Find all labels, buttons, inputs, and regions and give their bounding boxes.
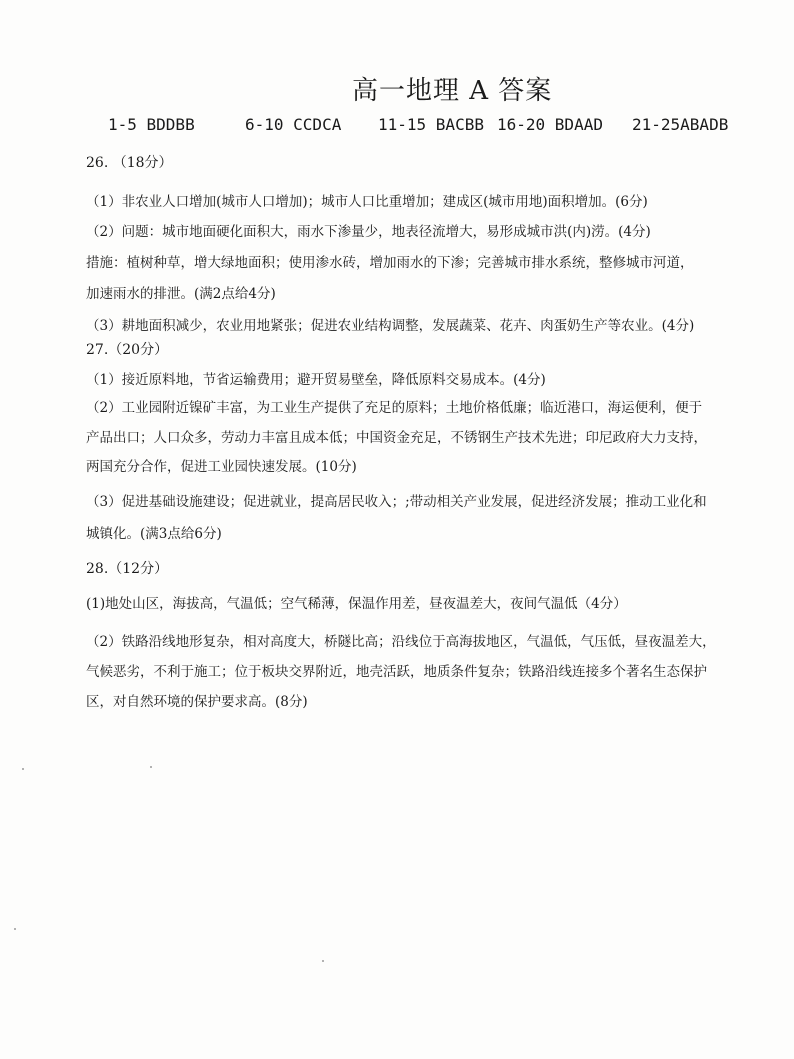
question-26-heading: 26. （18分） bbox=[86, 155, 173, 171]
scan-speck bbox=[14, 928, 16, 930]
q26-answer-line: （3）耕地面积减少，农业用地紧张；促进农业结构调整，发展蔬菜、花卉、肉蛋奶生产等农业。(4分) bbox=[86, 318, 695, 334]
q27-answer-line: 两国充分合作，促进工业园快速发展。(10分) bbox=[86, 459, 357, 475]
q27-answer-line: 城镇化。(满3点给6分) bbox=[86, 526, 222, 542]
q26-answer-line: 加速雨水的排泄。(满2点给4分) bbox=[86, 286, 276, 302]
multiple-choice-answers bbox=[0, 115, 794, 145]
mc-answer-group: 21-25ABADB bbox=[632, 115, 729, 134]
mc-answer-group: 11-15 BACBB bbox=[378, 115, 484, 134]
scan-speck bbox=[22, 768, 24, 770]
page-title: 高一地理 A 答案 bbox=[352, 76, 553, 106]
q26-answer-line: （2）问题：城市地面硬化面积大，雨水下渗量少，地表径流增大，易形成城市洪(内)涝。(4分) bbox=[86, 224, 651, 240]
q26-answer-line: 措施：植树种草，增大绿地面积；使用渗水砖，增加雨水的下渗；完善城市排水系统，整修城市河道， bbox=[86, 255, 694, 271]
q27-answer-line: （3）促进基础设施建设；促进就业，提高居民收入；;带动相关产业发展，促进经济发展；推动工业化和 bbox=[86, 494, 707, 510]
q28-answer-line: 气候恶劣，不利于施工；位于板块交界附近，地壳活跃，地质条件复杂；铁路沿线连接多个著名生态保护 bbox=[86, 664, 707, 680]
q27-answer-line: （1）接近原料地，节省运输费用；避开贸易壁垒，降低原料交易成本。(4分) bbox=[86, 372, 546, 388]
question-27-heading: 27.（20分） bbox=[86, 342, 169, 358]
mc-answer-group: 1-5 BDDBB bbox=[108, 115, 195, 134]
question-28-heading: 28.（12分） bbox=[86, 561, 169, 577]
q27-answer-line: 产品出口；人口众多，劳动力丰富且成本低；中国资金充足，不锈钢生产技术先进；印尼政府大力支持， bbox=[86, 430, 707, 446]
mc-answer-group: 6-10 CCDCA bbox=[245, 115, 342, 134]
q28-answer-line: （2）铁路沿线地形复杂，相对高度大，桥隧比高；沿线位于高海拔地区，气温低，气压低，昼夜温差大， bbox=[86, 634, 716, 650]
scan-speck bbox=[322, 960, 324, 962]
q28-answer-line: 区，对自然环境的保护要求高。(8分) bbox=[86, 694, 308, 710]
q28-answer-line: (1)地处山区，海拔高，气温低；空气稀薄，保温作用差，昼夜温差大，夜间气温低（4分） bbox=[86, 596, 627, 612]
mc-answer-group: 16-20 BDAAD bbox=[497, 115, 603, 134]
scan-speck bbox=[150, 766, 152, 768]
q27-answer-line: （2）工业园附近镍矿丰富，为工业生产提供了充足的原料；土地价格低廉；临近港口，海运便利，便于 bbox=[86, 400, 703, 416]
q26-answer-line: （1）非农业人口增加(城市人口增加)；城市人口比重增加；建成区(城市用地)面积增加。(6分) bbox=[86, 194, 648, 210]
